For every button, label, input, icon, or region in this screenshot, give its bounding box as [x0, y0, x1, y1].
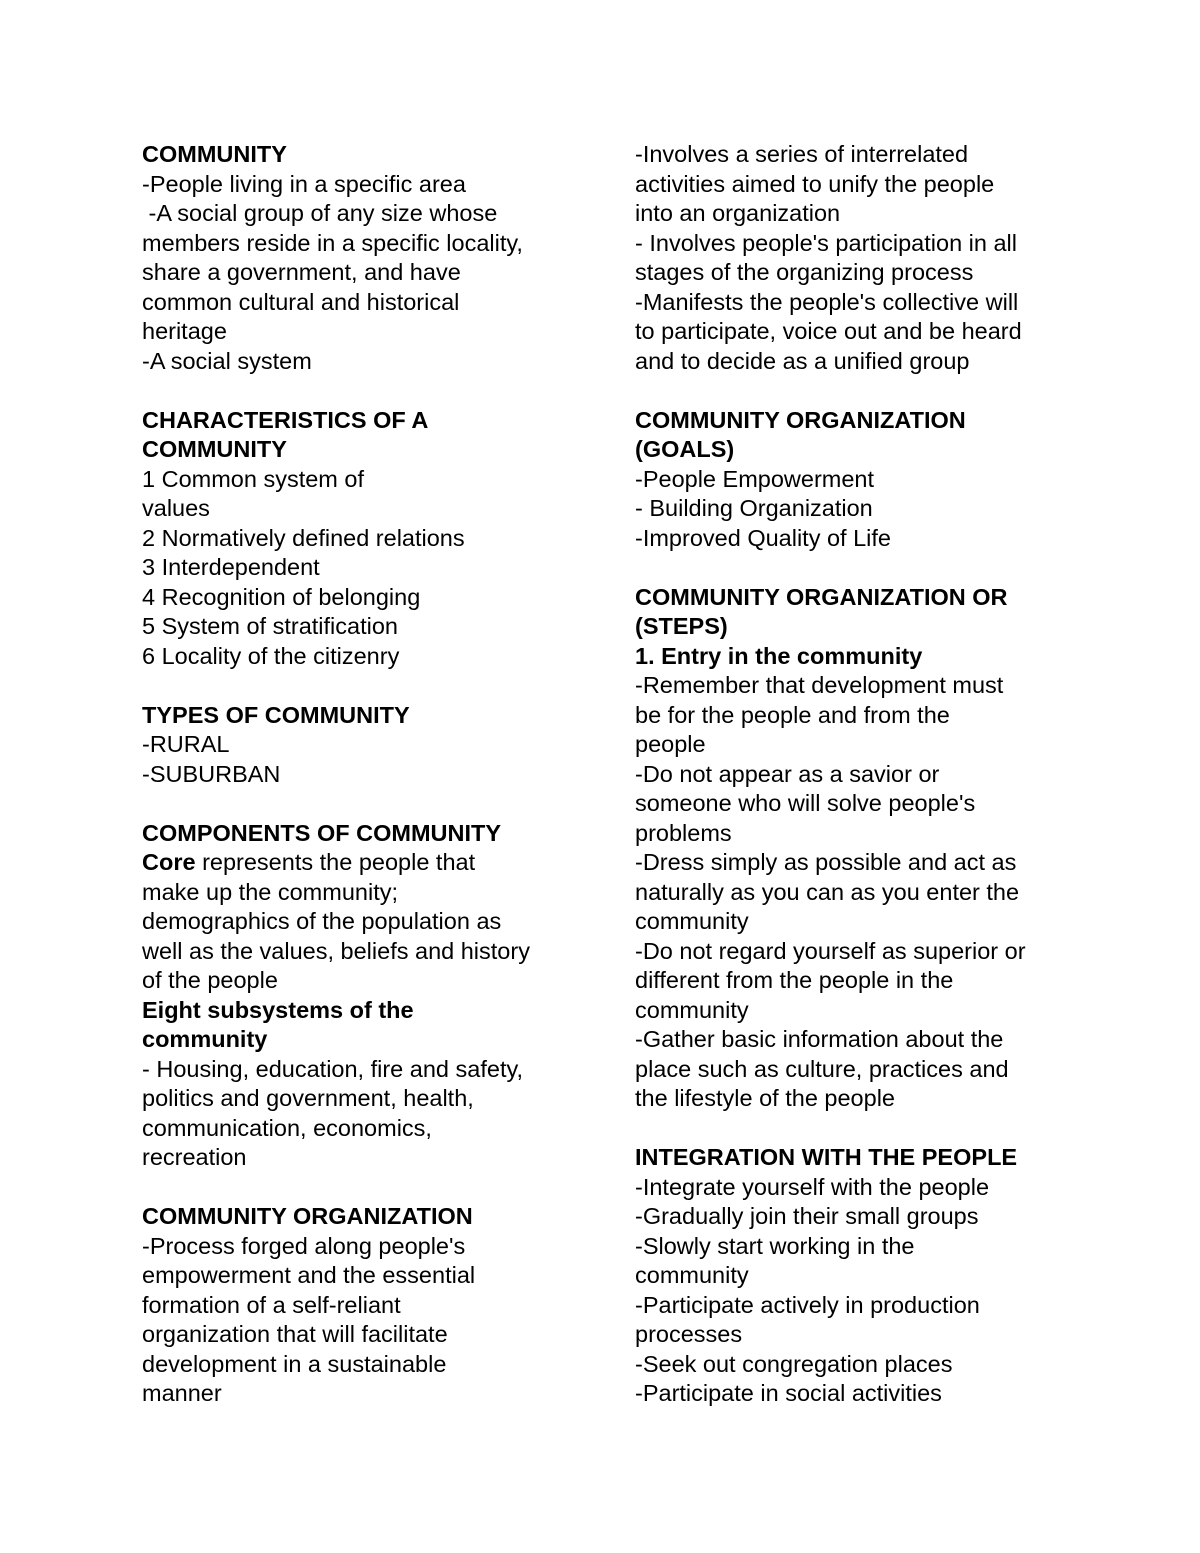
list-item: values	[142, 495, 210, 521]
section-integration	[635, 1143, 1085, 1409]
text-line: make up the community;	[142, 878, 398, 905]
text-line: -Involves a series of interrelated	[635, 141, 969, 167]
section-heading: COMMUNITY ORGANIZATION	[142, 1203, 473, 1229]
list-item: 3 Interdependent	[142, 554, 320, 580]
text-line: communication, economics,	[142, 1114, 432, 1141]
section-goals	[635, 406, 1085, 554]
section-heading: COMMUNITY ORGANIZATION	[635, 406, 966, 433]
text-line: politics and government, health,	[142, 1085, 474, 1111]
text-line: be for the people and from the	[635, 701, 950, 728]
section-heading: COMMUNITY ORGANIZATION OR	[635, 583, 1008, 610]
text-line: -A social group of any size whose	[142, 200, 498, 226]
text-line: activities aimed to unify the people	[635, 170, 995, 197]
text-line: processes	[635, 1321, 743, 1347]
text-line: demographics of the population as	[142, 908, 502, 934]
section-heading: COMMUNITY	[142, 436, 287, 462]
text-line: -Remember that development must	[635, 672, 1004, 698]
section-intro	[635, 140, 1085, 376]
section-heading: TYPES OF COMMUNITY	[142, 701, 410, 728]
subheading: community	[142, 1026, 268, 1052]
section-components	[142, 819, 582, 1173]
text-line: -A social system	[142, 347, 312, 374]
text-line: stages of the organizing process	[635, 259, 974, 285]
text-line: into an organization	[635, 200, 841, 226]
text-line: heritage	[142, 318, 227, 344]
list-item: 4 Recognition of belonging	[142, 583, 421, 610]
text-line: development in a sustainable	[142, 1350, 447, 1377]
section-heading: COMMUNITY	[142, 141, 287, 167]
text-line: -Gather basic information about the	[635, 1026, 1004, 1052]
list-item: -RURAL	[142, 731, 230, 757]
text-line: different from the people in the	[635, 967, 954, 993]
spacer	[142, 376, 582, 406]
text-line: to participate, voice out and be heard	[635, 318, 1022, 344]
spacer	[142, 1173, 582, 1203]
text-line: members reside in a specific locality,	[142, 229, 523, 256]
spacer	[635, 553, 1085, 583]
text-line: organization that will facilitate	[142, 1321, 448, 1347]
spacer	[635, 1114, 1085, 1144]
text-line: - Housing, education, fire and safety,	[142, 1055, 524, 1082]
subheading: 1. Entry in the community	[635, 642, 923, 669]
section-organization	[142, 1202, 582, 1409]
spacer	[142, 789, 582, 819]
section-steps	[635, 583, 1085, 1114]
text-line: -Seek out congregation places	[635, 1350, 953, 1377]
text-line: formation of a self-reliant	[142, 1291, 401, 1318]
text-line: -Integrate yourself with the people	[635, 1173, 990, 1200]
core-line	[142, 848, 582, 878]
section-characteristics	[142, 406, 582, 672]
text-line: community	[635, 996, 749, 1023]
list-item: -People Empowerment	[635, 465, 875, 492]
text-line: naturally as you can as you enter the	[635, 878, 1020, 905]
spacer	[142, 671, 582, 701]
list-item: 5 System of stratification	[142, 613, 398, 639]
section-heading: COMPONENTS OF COMMUNITY	[142, 819, 502, 846]
text-line: - Involves people's participation in all	[635, 229, 1018, 256]
text-line: common cultural and historical	[142, 288, 460, 315]
section-community	[142, 140, 582, 376]
subheading: Eight subsystems of the	[142, 996, 414, 1023]
text-line: -Dress simply as possible and act as	[635, 849, 1017, 875]
list-item: - Building Organization	[635, 495, 873, 521]
core-text: represents the people that	[195, 849, 476, 875]
list-item: -Improved Quality of Life	[635, 524, 891, 551]
text-line: share a government, and have	[142, 259, 461, 285]
section-heading: CHARACTERISTICS OF A	[142, 406, 429, 433]
text-line: community	[635, 908, 749, 934]
core-label: Core	[142, 849, 196, 875]
text-line: place such as culture, practices and	[635, 1055, 1009, 1082]
text-line: manner	[142, 1380, 222, 1406]
text-line: community	[635, 1262, 749, 1288]
text-line: recreation	[142, 1144, 247, 1170]
section-heading: INTEGRATION WITH THE PEOPLE	[635, 1144, 1018, 1170]
list-item: -SUBURBAN	[142, 760, 281, 787]
section-heading: (STEPS)	[635, 613, 728, 639]
text-line: problems	[635, 819, 732, 846]
text-line: -Process forged along people's	[142, 1232, 466, 1259]
list-item: 2 Normatively defined relations	[142, 524, 465, 551]
text-line: -Participate in social activities	[635, 1380, 942, 1406]
text-line: -Do not appear as a savior or	[635, 760, 940, 787]
text-line: someone who will solve people's	[635, 790, 976, 816]
text-line: the lifestyle of the people	[635, 1085, 895, 1111]
right-column	[635, 140, 1085, 1409]
section-types	[142, 701, 582, 790]
text-line: well as the values, beliefs and history	[142, 937, 530, 964]
spacer	[635, 376, 1085, 406]
text-line: and to decide as a unified group	[635, 347, 970, 374]
text-line: -Do not regard yourself as superior or	[635, 937, 1026, 964]
text-line: of the people	[142, 967, 278, 993]
list-item: 1 Common system of	[142, 465, 365, 492]
text-line: -Manifests the people's collective will	[635, 288, 1019, 315]
text-line: -Slowly start working in the	[635, 1232, 915, 1259]
text-line: -Participate actively in production	[635, 1291, 980, 1318]
text-line: people	[635, 731, 706, 757]
list-item: 6 Locality of the citizenry	[142, 642, 400, 669]
left-column	[142, 140, 582, 1409]
section-heading: (GOALS)	[635, 436, 735, 462]
text-line: -Gradually join their small groups	[635, 1203, 979, 1229]
text-line: -People living in a specific area	[142, 170, 466, 197]
text-line: empowerment and the essential	[142, 1262, 476, 1288]
